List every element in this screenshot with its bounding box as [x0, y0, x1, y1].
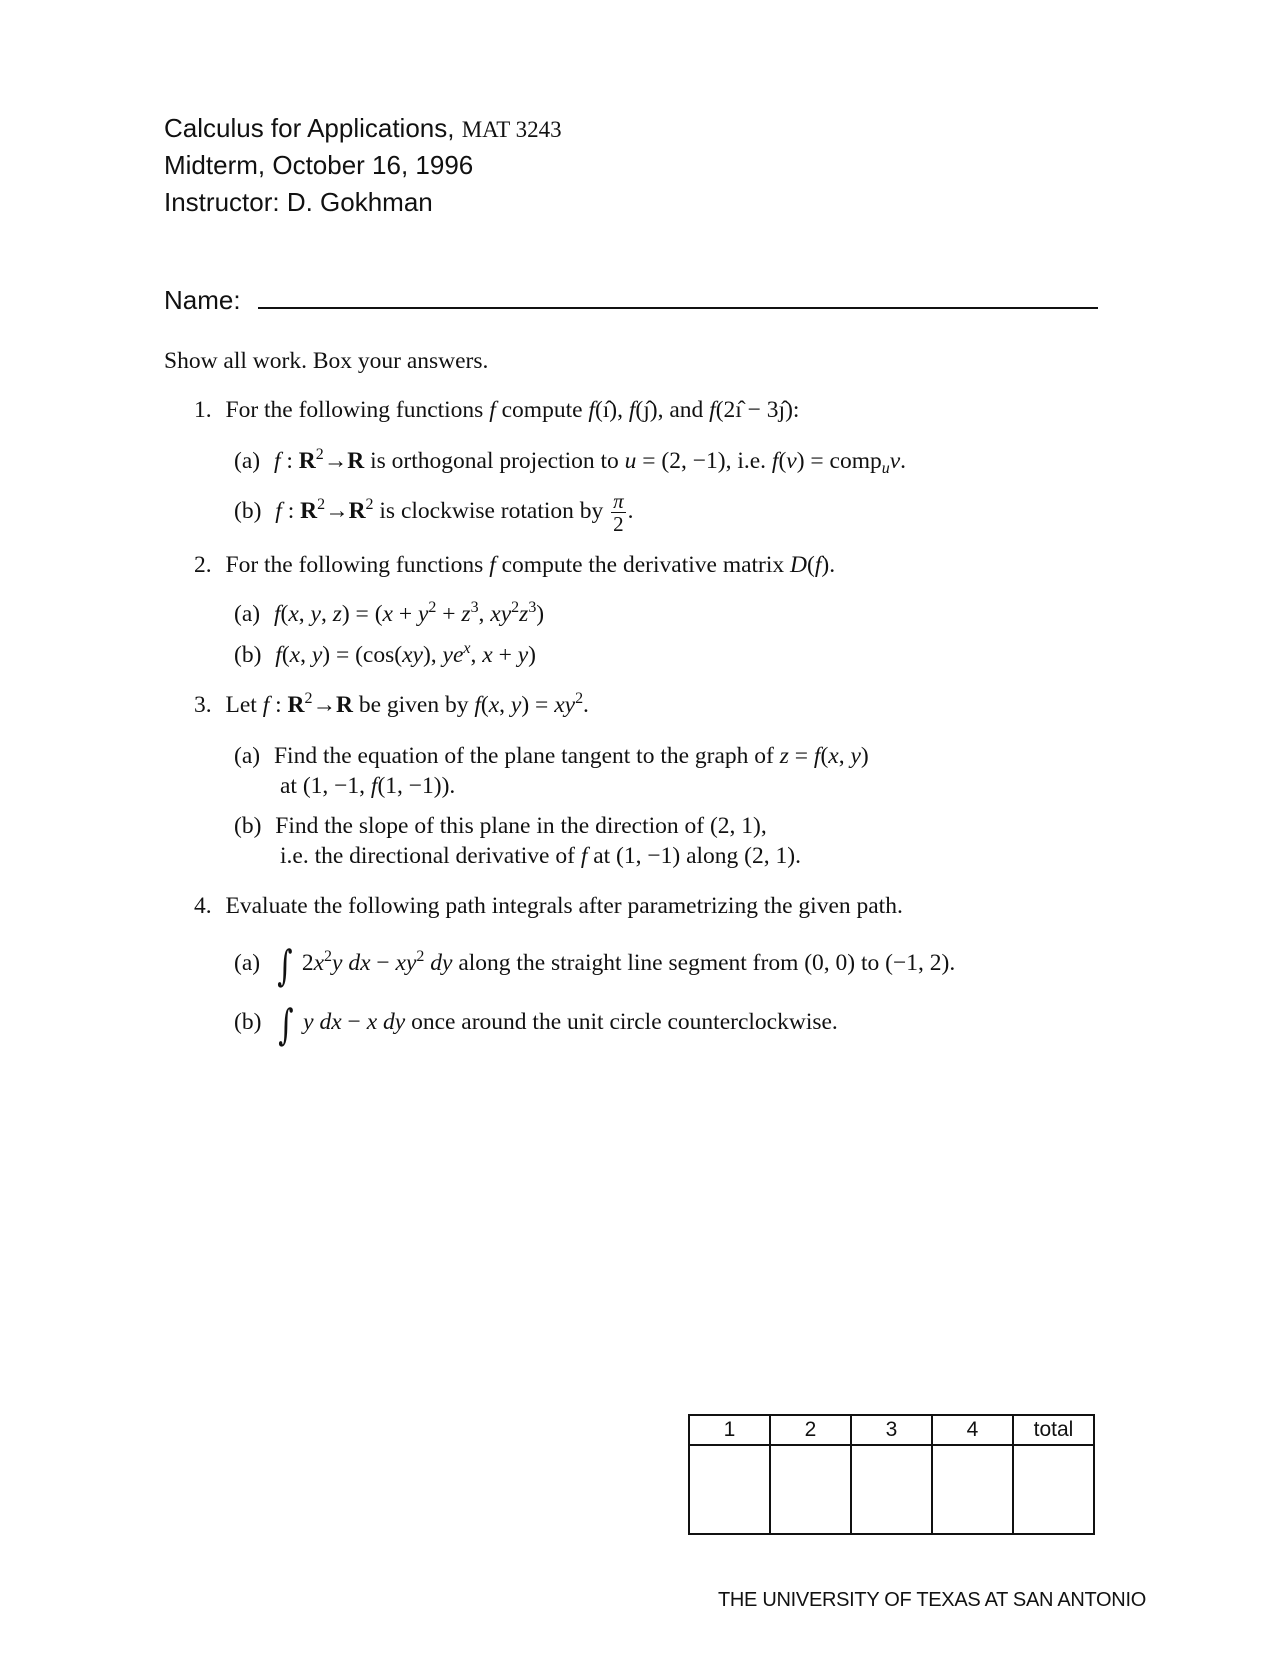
course-code: MAT 3243 [461, 117, 562, 142]
problem-3a: (a) Find the equation of the plane tangent to the graph of z = f(x, y) [234, 743, 869, 769]
part-label: (a) [234, 743, 261, 769]
instructions: Show all work. Box your answers. [164, 348, 489, 374]
part-label: (b) [234, 1009, 262, 1035]
score-table-entry-row [689, 1445, 1094, 1534]
score-header-total: total [1013, 1415, 1094, 1445]
problem-4a: (a) ∫ $2x^2y$ dx − $xy^2$ dy along the straight line segment from (0, 0) to (−1, 2). [234, 941, 956, 990]
score-cell-2[interactable] [770, 1445, 851, 1534]
problem-4: 4. Evaluate the following path integrals after parametrizing the given path. [194, 893, 903, 919]
problem-2: 2. For the following functions f compute the derivative matrix D(f). [194, 552, 836, 578]
part-label: (a) [234, 950, 261, 976]
problem-number: 3. [194, 692, 212, 718]
score-cell-4[interactable] [932, 1445, 1013, 1534]
score-cell-1[interactable] [689, 1445, 770, 1534]
problem-2a: (a) f(x, y, $z) = (x + y^2 + z^3$, $xy^2z^3$) [234, 599, 545, 627]
part-label: (b) [234, 642, 262, 668]
problem-3b: (b) Find the slope of this plane in the direction of (2, 1), [234, 813, 767, 839]
problem-number: 4. [194, 893, 212, 919]
score-cell-3[interactable] [851, 1445, 932, 1534]
part-label: (a) [234, 601, 261, 627]
score-table [688, 1414, 1095, 1535]
exam-date: Midterm, October 16, 1996 [164, 150, 474, 180]
part-label: (b) [234, 497, 262, 524]
integral-sign: ∫ [278, 1000, 294, 1049]
course-title-line [164, 110, 562, 148]
name-line[interactable] [258, 307, 1098, 309]
score-header-3: 3 [851, 1415, 932, 1445]
pi-over-2: $\frac{\pi}{2}$ [613, 489, 624, 536]
course-title: Calculus for Applications, [164, 113, 455, 143]
problem-3b-cont: i.e. the directional derivative of f at (1, −1) along (2, 1). [280, 843, 801, 869]
problem-1a: (a) f : $R^2\to R$ is orthogonal projection to u = (2, −1), i.e. f(v) = comp$_u$v. [234, 446, 907, 477]
score-header-4: 4 [932, 1415, 1013, 1445]
score-header-2: 2 [770, 1415, 851, 1445]
integral-sign: ∫ [277, 941, 293, 990]
problem-1b: (b) f : $R^2\to R^2$ is clockwise rotation by $\frac{\pi}{2}$ . [234, 489, 634, 536]
problem-number: 1. [194, 397, 212, 423]
university-footer: THE UNIVERSITY OF TEXAS AT SAN ANTONIO [718, 1589, 1146, 1611]
problem-2b: (b) f(x, y) = (cos(xy), $ye^x$, x + y) [234, 640, 536, 668]
name-label: Name: [164, 285, 241, 315]
instructor: Instructor: D. Gokhman [164, 187, 433, 217]
score-table-header-row [689, 1415, 1094, 1445]
problem-3a-cont: at (1, −1, f(1, −1)). [280, 773, 456, 799]
problem-3: 3. Let f : $R^2\to R$ be given by f(x, $y) = xy^2$. [194, 690, 589, 718]
problem-number: 2. [194, 552, 212, 578]
part-label: (a) [234, 448, 261, 474]
score-header-1: 1 [689, 1415, 770, 1445]
problem-1: 1. For the following functions f compute f(ı̂), f(ȷ̂), and f(2ı̂ − 3ȷ̂): [194, 397, 800, 423]
problem-4b: (b) ∫ y dx − x dy once around the unit circle counterclockwise. [234, 1000, 838, 1049]
score-cell-total[interactable] [1013, 1445, 1094, 1534]
part-label: (b) [234, 813, 262, 839]
